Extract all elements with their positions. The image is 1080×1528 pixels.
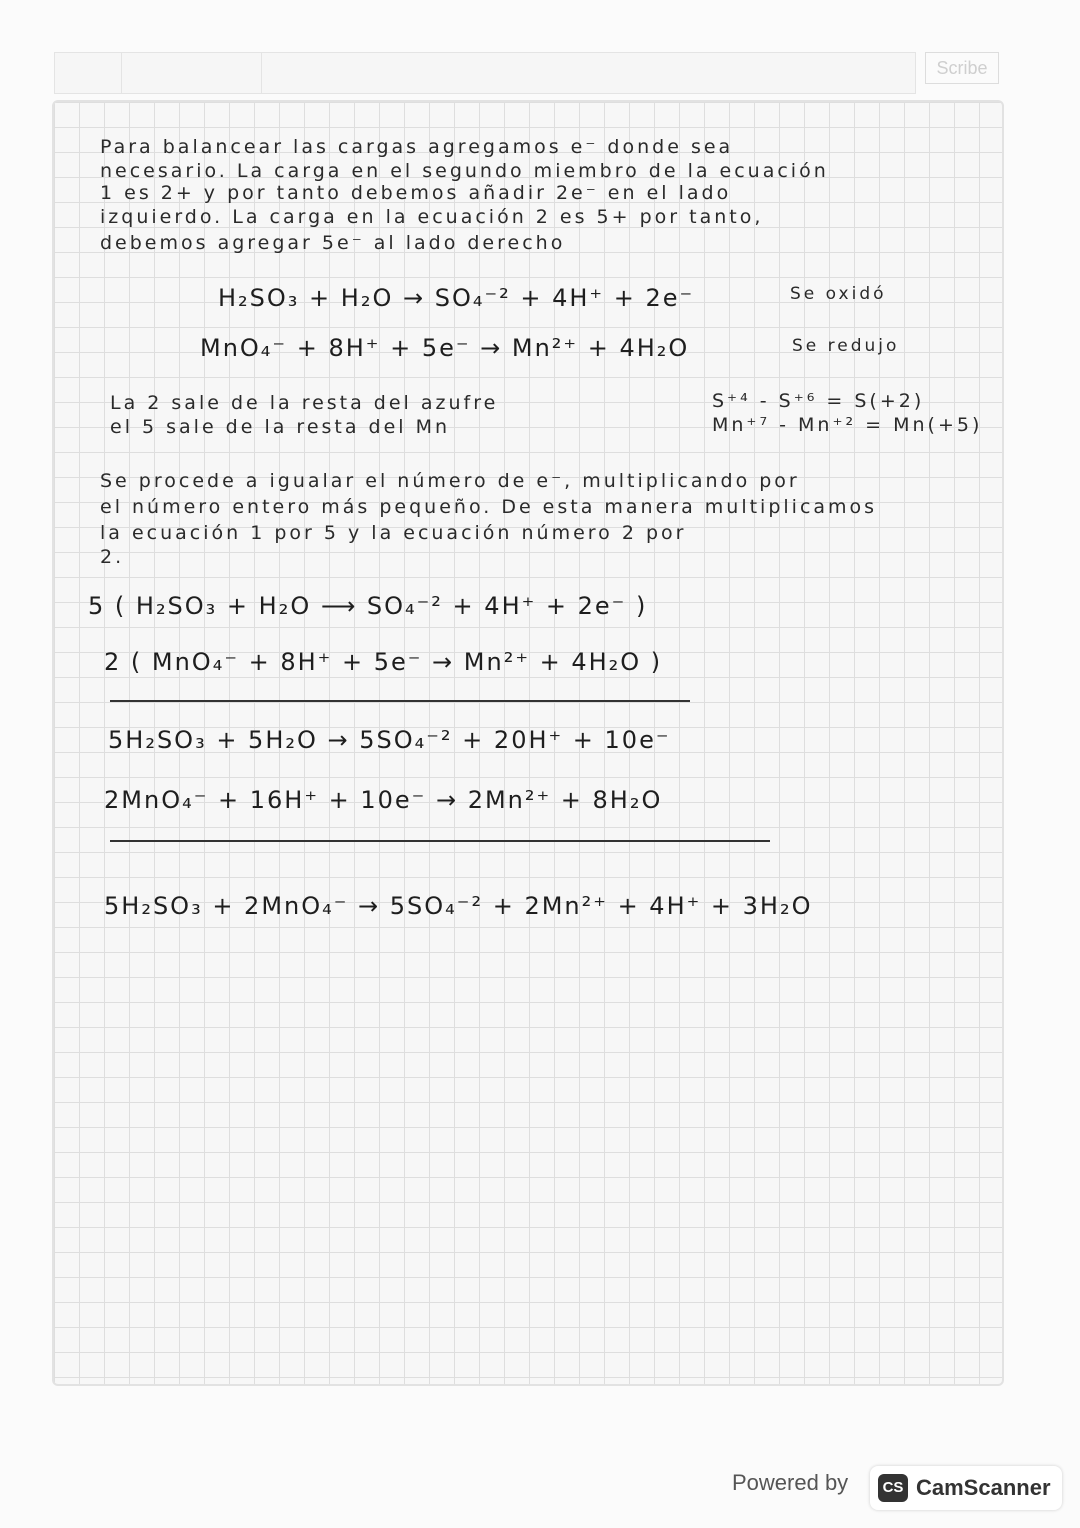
camscanner-logo xyxy=(870,1466,1062,1510)
multiplied-equation-1: 5 ( H₂SO₃ + H₂O ⟶ SO₄⁻² + 4H⁺ + 2e⁻ ) xyxy=(88,592,648,620)
expanded-equation-2: 2MnO₄⁻ + 16H⁺ + 10e⁻ → 2Mn²⁺ + 8H₂O xyxy=(104,786,663,814)
text-line: La 2 sale de la resta del azufre xyxy=(110,392,499,414)
text-line: la ecuación 1 por 5 y la ecuación número 2 por xyxy=(100,522,687,544)
text-line: Para balancear las cargas agregamos e⁻ donde sea xyxy=(100,136,734,158)
text-line: Se procede a igualar el número de e⁻, multiplicando por xyxy=(100,470,800,492)
text-line: 2. xyxy=(100,546,125,568)
reduction-equation: MnO₄⁻ + 8H⁺ + 5e⁻ → Mn²⁺ + 4H₂O xyxy=(200,334,690,362)
text-line: el 5 sale de la resta del Mn xyxy=(110,416,451,438)
text-line: el número entero más pequeño. De esta manera multiplicamos xyxy=(100,496,878,518)
manganese-calc: Mn⁺⁷ - Mn⁺² = Mn(+5) xyxy=(712,414,983,436)
text-line: necesario. La carga en el segundo miembro de la ecuación xyxy=(100,160,829,182)
top-bar-cell xyxy=(55,53,122,93)
divider-line xyxy=(110,840,770,842)
divider-line xyxy=(110,700,690,702)
multiplied-equation-2: 2 ( MnO₄⁻ + 8H⁺ + 5e⁻ → Mn²⁺ + 4H₂O ) xyxy=(104,648,663,676)
text-line: debemos agregar 5e⁻ al lado derecho xyxy=(100,232,566,254)
final-equation: 5H₂SO₃ + 2MnO₄⁻ → 5SO₄⁻² + 2Mn²⁺ + 4H⁺ + 3H₂O xyxy=(104,892,813,920)
top-bar-cell xyxy=(121,53,262,93)
text-line: 1 es 2+ y por tanto debemos añadir 2e⁻ en el lado xyxy=(100,182,732,204)
scribe-button[interactable]: Scribe xyxy=(925,52,999,84)
powered-by-text: Powered by xyxy=(732,1470,849,1495)
oxidation-label: Se oxidó xyxy=(790,284,887,304)
text-line: izquierdo. La carga en la ecuación 2 es 5+ por tanto, xyxy=(100,206,764,228)
top-bar xyxy=(54,52,916,94)
oxidation-equation: H₂SO₃ + H₂O → SO₄⁻² + 4H⁺ + 2e⁻ xyxy=(218,284,695,312)
reduction-label: Se redujo xyxy=(792,336,900,356)
expanded-equation-1: 5H₂SO₃ + 5H₂O → 5SO₄⁻² + 20H⁺ + 10e⁻ xyxy=(108,726,671,754)
sulfur-calc: S⁺⁴ - S⁺⁶ = S(+2) xyxy=(712,390,925,412)
camscanner-icon: CS xyxy=(878,1474,908,1502)
camscanner-brand: CamScanner xyxy=(916,1475,1051,1500)
